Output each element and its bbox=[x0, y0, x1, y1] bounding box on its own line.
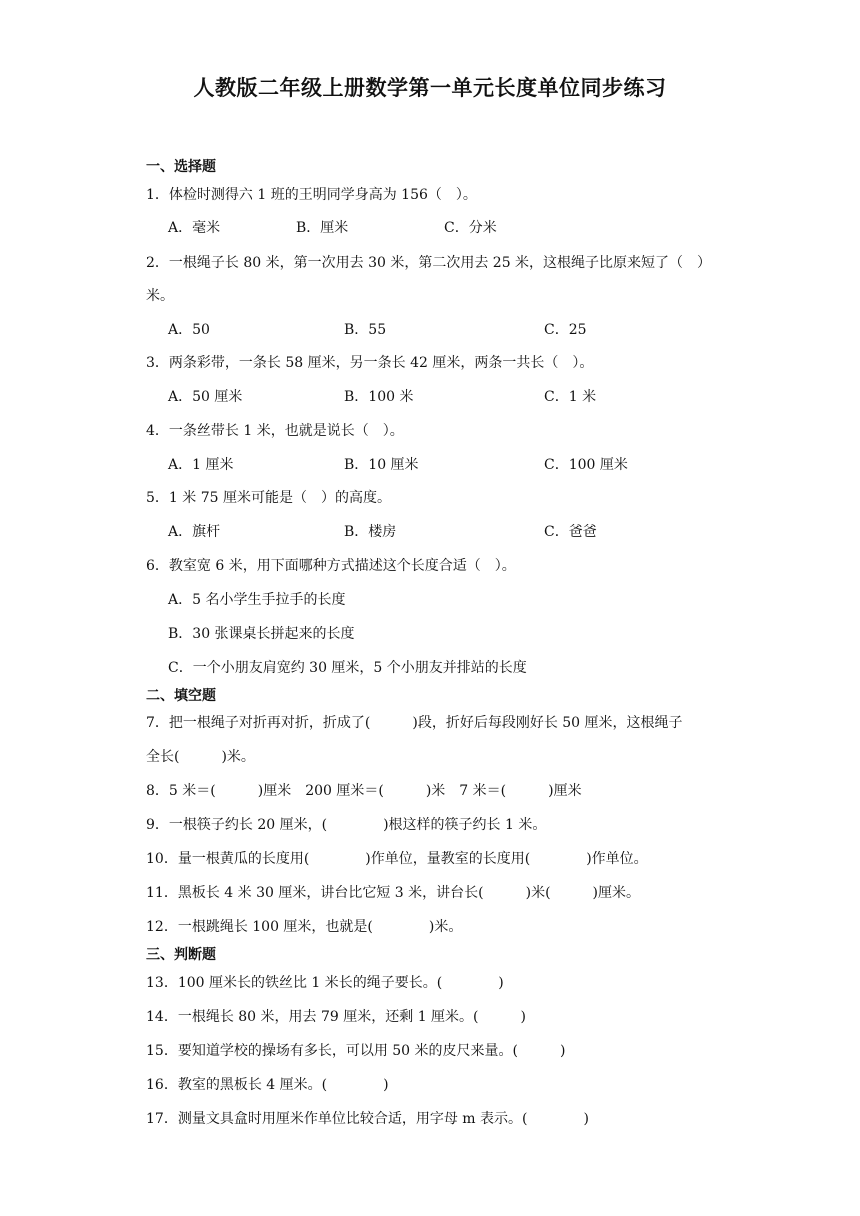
section-heading-judge: 三、判断题 bbox=[146, 947, 216, 963]
q1-option-b: B．厘米 bbox=[296, 220, 349, 236]
q6-option-b: B．30 张课桌长拼起来的长度 bbox=[168, 626, 355, 642]
q1-option-a: A．毫米 bbox=[168, 220, 221, 236]
q6-option-c: C．一个小朋友肩宽约 30 厘米，5 个小朋友并排站的长度 bbox=[168, 660, 527, 676]
question-10: 10．量一根黄瓜的长度用( )作单位，量教室的长度用( )作单位。 bbox=[146, 851, 648, 867]
q3-option-b: B．100 米 bbox=[344, 389, 414, 405]
q2-option-c: C．25 bbox=[544, 322, 587, 338]
q5-option-a: A．旗杆 bbox=[168, 524, 221, 540]
q3-option-a: A．50 厘米 bbox=[168, 389, 243, 405]
q3-option-c: C．1 米 bbox=[544, 389, 597, 405]
question-7-cont: 全长( )米。 bbox=[146, 749, 255, 765]
question-13: 13．100 厘米长的铁丝比 1 米长的绳子要长。( ) bbox=[146, 975, 504, 991]
section-heading-choice: 一、选择题 bbox=[146, 159, 216, 175]
question-17: 17．测量文具盒时用厘米作单位比较合适，用字母 m 表示。( ) bbox=[146, 1111, 589, 1127]
question-2-cont: 米。 bbox=[146, 288, 174, 304]
question-1: 1．体检时测得六 1 班的王明同学身高为 156（ ）。 bbox=[146, 187, 477, 203]
q2-option-a: A．50 bbox=[168, 322, 210, 338]
question-12: 12．一根跳绳长 100 厘米，也就是( )米。 bbox=[146, 919, 463, 935]
question-5: 5．1 米 75 厘米可能是（ ）的高度。 bbox=[146, 490, 391, 506]
section-heading-fill: 二、填空题 bbox=[146, 688, 216, 704]
q4-option-a: A．1 厘米 bbox=[168, 457, 234, 473]
question-2: 2．一根绳子长 80 米，第一次用去 30 米，第二次用去 25 米，这根绳子比原来短了（ ） bbox=[146, 255, 712, 271]
question-9: 9．一根筷子约长 20 厘米，( )根这样的筷子约长 1 米。 bbox=[146, 817, 547, 833]
q4-option-b: B．10 厘米 bbox=[344, 457, 419, 473]
question-11: 11．黑板长 4 米 30 厘米，讲台比它短 3 米，讲台长( )米( )厘米。 bbox=[146, 885, 640, 901]
question-14: 14．一根绳长 80 米，用去 79 厘米，还剩 1 厘米。( ) bbox=[146, 1009, 526, 1025]
q5-option-c: C．爸爸 bbox=[544, 524, 597, 540]
question-16: 16．教室的黑板长 4 厘米。( ) bbox=[146, 1077, 389, 1093]
q1-option-c: C．分米 bbox=[444, 220, 497, 236]
question-3: 3．两条彩带，一条长 58 厘米，另一条长 42 厘米，两条一共长（ ）。 bbox=[146, 355, 594, 371]
q6-option-a: A．5 名小学生手拉手的长度 bbox=[168, 592, 346, 608]
worksheet-title: 人教版二年级上册数学第一单元长度单位同步练习 bbox=[193, 76, 667, 100]
question-8: 8．5 米＝( )厘米 200 厘米＝( )米 7 米＝( )厘米 bbox=[146, 783, 582, 799]
q5-option-b: B．楼房 bbox=[344, 524, 397, 540]
q4-option-c: C．100 厘米 bbox=[544, 457, 628, 473]
question-4: 4．一条丝带长 1 米，也就是说长（ ）。 bbox=[146, 423, 404, 439]
question-7: 7．把一根绳子对折再对折，折成了( )段，折好后每段刚好长 50 厘米，这根绳子 bbox=[146, 715, 683, 731]
question-6: 6．教室宽 6 米，用下面哪种方式描述这个长度合适（ ）。 bbox=[146, 558, 516, 574]
q2-option-b: B．55 bbox=[344, 322, 387, 338]
question-15: 15．要知道学校的操场有多长，可以用 50 米的皮尺来量。( ) bbox=[146, 1043, 566, 1059]
